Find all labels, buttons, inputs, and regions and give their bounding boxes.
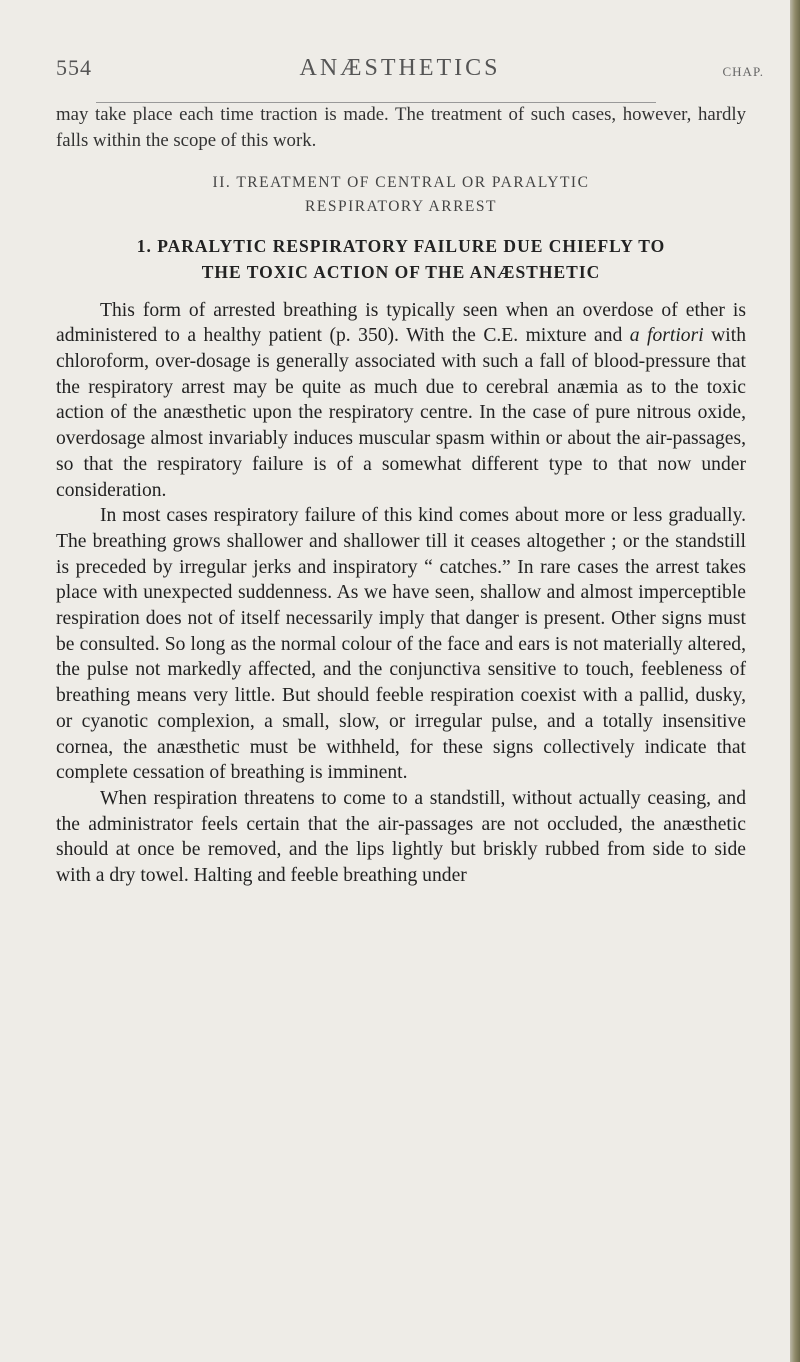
- paragraph-1: [56, 298, 746, 504]
- page-edge: [790, 0, 800, 1362]
- page-number: 554: [56, 55, 92, 80]
- chapter-label: CHAP.: [722, 64, 764, 79]
- paragraph-3: When respiration threatens to come to a standstill, without actually ceasing, and the administrator feels certain that the air-passages are not occluded, the anæsthetic should at once be removed, and the lips lightly but briskly rubbed from side to side with a dry towel. Halting and feeble breathing under: [56, 787, 746, 887]
- subsection-heading-line: 1. PARALYTIC RESPIRATORY FAILURE DUE CHIEFLY TO: [136, 235, 666, 256]
- page-header: [40, 55, 764, 95]
- section-heading-line: RESPIRATORY ARREST: [305, 197, 497, 215]
- section-heading: [56, 171, 746, 219]
- opening-paragraph: may take place each time traction is made. The treatment of such cases, however, hardly falls within the scope of this work.: [56, 104, 746, 152]
- paragraph-1-text-b: with chloroform, over-dosage is generally associated with such a fall of blood-pressure that the respiratory arrest may be quite as much due to cerebral anæmia as to the toxic action of the anæsthetic upon the respiratory centre. In the case of pure nitrous oxide, overdosage almost invariably induces muscular spasm within or about the air-passages, so that the respiratory failure is of a somewhat different type to that now under consideration.: [56, 325, 746, 501]
- paragraph-2: In most cases respiratory failure of this kind comes about more or less gradually. The breathing grows shallower and shallower till it ceases altogether ; or the standstill is preceded by irregular jerks and inspiratory “ catches.” In rare cases the arrest takes place with unexpected suddenness. As we have seen, shallow and almost imperceptible respiration does not of itself necessarily imply that danger is present. Other signs must be consulted. So long as the normal colour of the face and ears is not materially altered, the pulse not markedly affected, and the conjunctiva sensitive to touch, feebleness of breathing means very little. But should feeble respiration coexist with a pallid, dusky, or cyanotic complexion, a small, slow, or irregular pulse, and a totally insensitive cornea, the anæsthetic must be withheld, for these signs collectively indicate that complete cessation of breathing is imminent.: [56, 505, 746, 784]
- subsection-heading: [56, 233, 746, 285]
- paragraph-1-italic: a fortiori: [629, 325, 704, 347]
- page-body: [56, 102, 746, 889]
- subsection-heading-line: THE TOXIC ACTION OF THE ANÆSTHETIC: [201, 261, 601, 282]
- section-heading-line: II. TREATMENT OF CENTRAL OR PARALYTIC: [212, 173, 590, 191]
- running-title: ANÆSTHETICS: [299, 55, 501, 81]
- paragraph-1-text-a: This form of arrested breathing is typically seen when an overdose of ether is administered to a healthy patient (p. 350). With the C.E. mixture and: [56, 299, 746, 347]
